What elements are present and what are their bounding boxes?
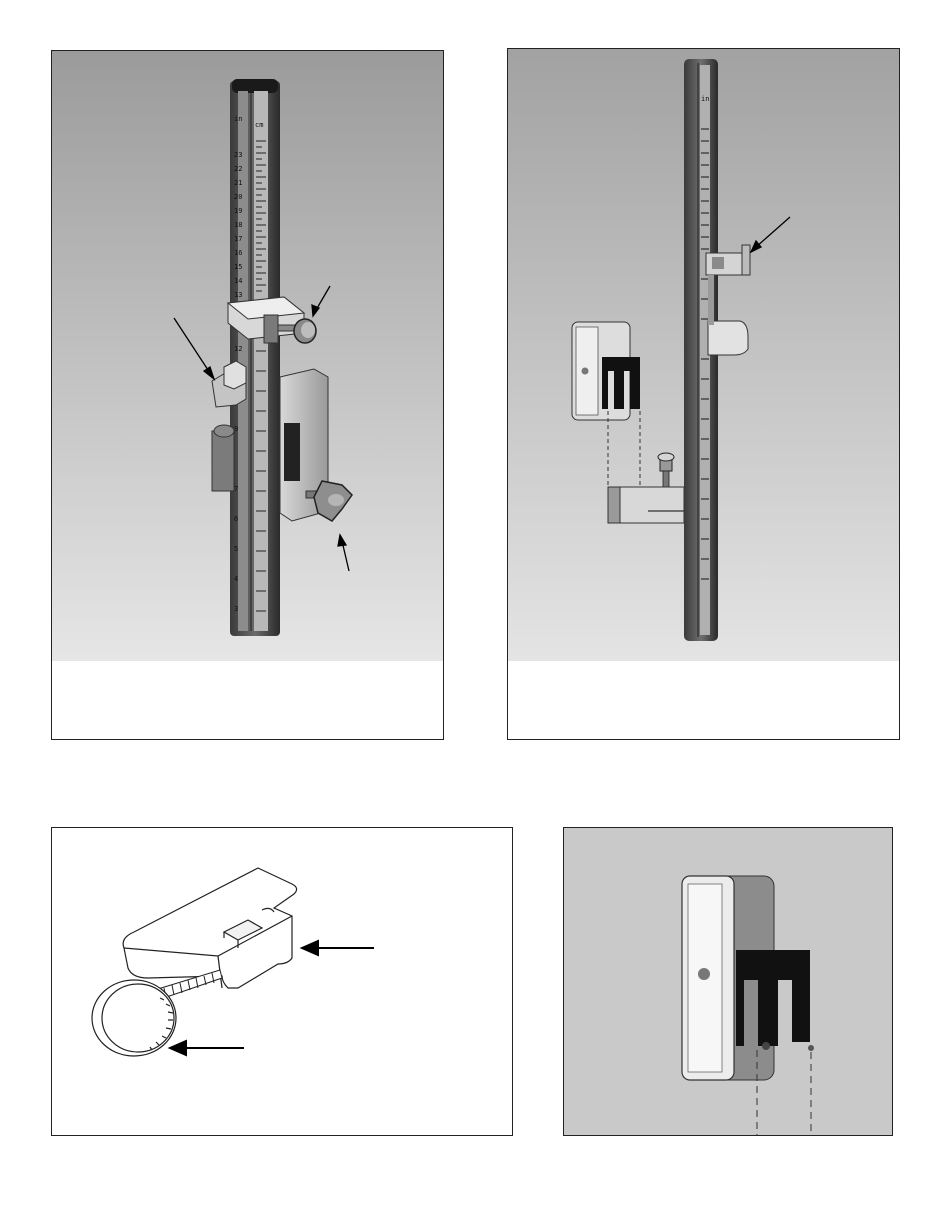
cm-scale-header: cm [255,121,264,129]
scale-number: 21 [234,179,243,187]
scale-number: 3 [234,605,239,613]
figure-1-panel [51,50,444,740]
figure-3-panel [51,827,513,1136]
scale-number: 19 [234,207,243,215]
figure-1-illustration [52,51,444,740]
clamp-icon [123,868,296,988]
inch-scale-header: in [234,115,243,123]
scale-number: 16 [234,249,243,257]
scale-number: 20 [234,193,243,201]
scale-number: 15 [234,263,243,271]
scale-number: 17 [234,235,243,243]
figure-2-panel [507,48,900,740]
scale-number: 18 [234,221,243,229]
scale-number: 22 [234,165,243,173]
scale-number: 13 [234,291,243,299]
scale-number: 9 [234,425,239,433]
rod-clamp [608,487,684,523]
scale-number: 4 [234,575,239,583]
scale-number: 6 [234,515,239,523]
scale-number: 23 [234,151,243,159]
figure-4-panel [563,827,893,1136]
figure-1-caption-area [52,661,444,740]
figure-2-illustration [508,49,900,740]
figure-2-caption-area [508,661,900,740]
knob-icon [92,980,176,1056]
arrow-icon [170,1041,244,1055]
rod-scale-header: in [701,95,710,103]
scale-number: 5 [234,545,239,553]
figure-3-illustration [52,828,513,1136]
scale-number: 7 [234,485,239,493]
arrow-icon [302,941,374,955]
figure-4-illustration [564,828,893,1136]
scale-number: 12 [234,345,243,353]
scale-number: 14 [234,277,243,285]
mounting-box [572,322,640,420]
